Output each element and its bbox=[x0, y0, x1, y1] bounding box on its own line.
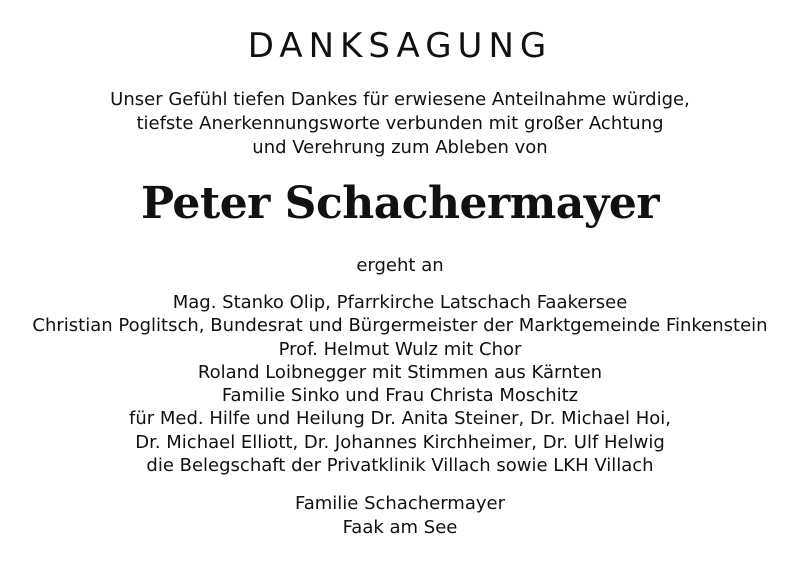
recipient-line: für Med. Hilfe und Heilung Dr. Anita Steiner, Dr. Michael Hoi, bbox=[128, 408, 671, 430]
signature-place: Faak am See bbox=[342, 517, 458, 538]
ergeht-an-text: ergeht an bbox=[356, 255, 444, 276]
recipient-line: Roland Loibnegger mit Stimmen aus Kärnten bbox=[197, 361, 603, 383]
signature-block bbox=[0, 492, 800, 540]
recipient-line: die Belegschaft der Privatklinik Villach sowie LKH Villach bbox=[146, 455, 654, 477]
intro-line: und Verehrung zum Ableben von bbox=[252, 137, 548, 158]
intro-line: tiefste Anerkennungsworte verbunden mit großer Achtung bbox=[136, 113, 664, 134]
deceased-name: Peter Schachermayer bbox=[140, 178, 660, 229]
recipient-line: Christian Poglitsch, Bundesrat und Bürgermeister der Marktgemeinde Finkenstein bbox=[32, 315, 768, 337]
recipient-line: Dr. Michael Elliott, Dr. Johannes Kirchheimer, Dr. Ulf Helwig bbox=[135, 431, 665, 453]
recipient-line: Familie Sinko und Frau Christa Moschitz bbox=[221, 385, 579, 407]
recipient-line: Mag. Stanko Olip, Pfarrkirche Latschach Faakersee bbox=[172, 292, 628, 313]
intro-line: Unser Gefühl tiefen Dankes für erwiesene Anteilnahme würdige, bbox=[110, 89, 690, 110]
signature-family: Familie Schachermayer bbox=[295, 493, 505, 514]
intro-text bbox=[0, 88, 800, 160]
recipient-line: Prof. Helmut Wulz mit Chor bbox=[278, 338, 522, 360]
recipients-list bbox=[0, 291, 800, 477]
notice-heading: DANKSAGUNG bbox=[247, 26, 553, 66]
